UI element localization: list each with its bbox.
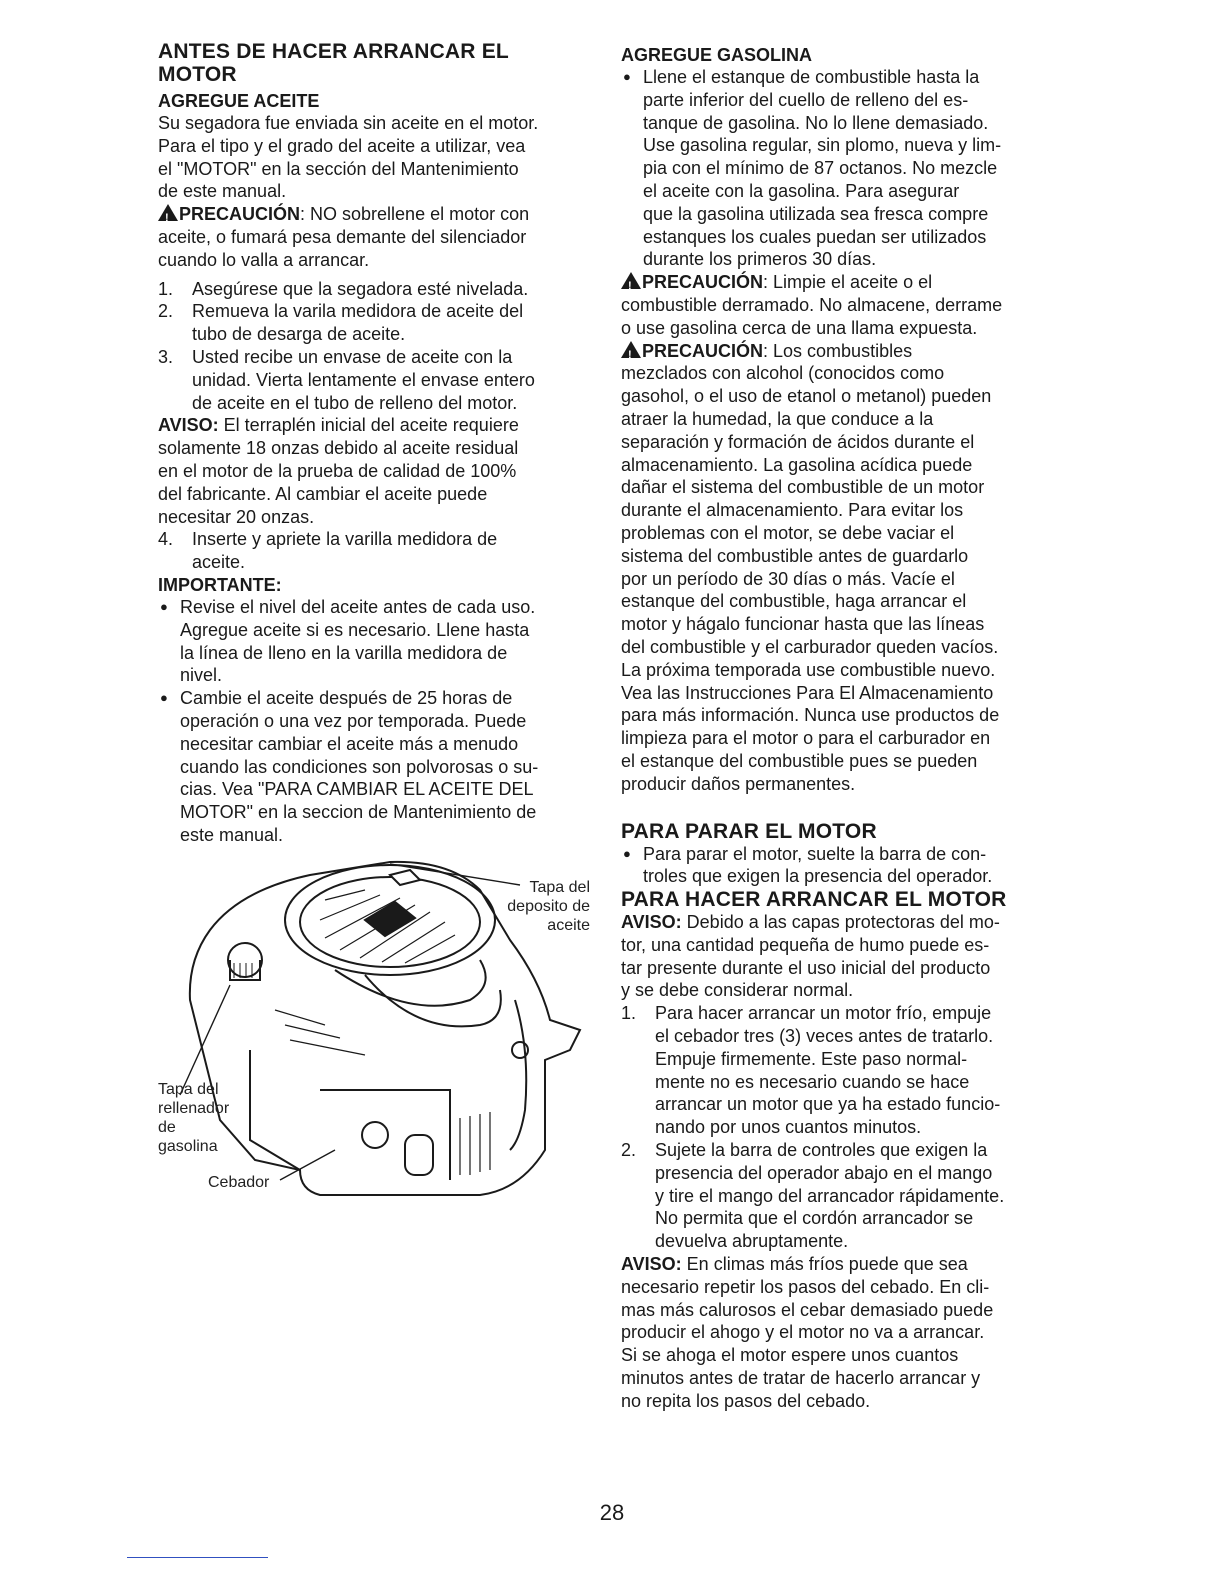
section-heading-before-start: ANTES DE HACER ARRANCAR EL MOTOR xyxy=(158,40,509,86)
warning-triangle-icon xyxy=(621,341,641,358)
oil-steps-list xyxy=(158,278,594,415)
caution-spilled-fuel: !PRECAUCIÓN: Limpie el aceite o el combustible derramado. No almacene, derrame o use gasolina cerca de una llama expuesta. xyxy=(621,271,1057,339)
left-column xyxy=(158,40,594,847)
section-heading-start-engine: PARA HACER ARRANCAR EL MOTOR xyxy=(621,888,1007,912)
engine-illustration xyxy=(150,850,600,1210)
label-oil-fill-cap: Tapa del deposito de aceite xyxy=(507,879,590,934)
subheading-add-oil: AGREGUE ACEITE xyxy=(158,91,320,111)
warning-triangle-icon xyxy=(158,204,178,221)
list-item: 1. Asegúrese que la segadora esté nivelada. xyxy=(158,278,529,299)
list-item: ● Cambie el aceite después de 25 horas de operación o una vez por temporada. Puede necesitar cambiar el aceite más a menudo cuando las condiciones son polvorosas o su- cias. Vea "PARA CAMBIAR EL ACEITE DEL MOTOR" en la seccion de Mantenimiento de este manual. xyxy=(160,688,539,845)
label-fuel-fill-cap: Tapa del rellenador de gasolina xyxy=(158,1081,230,1155)
list-item: 4. Inserte y apriete la varilla medidora de aceite. xyxy=(158,529,498,573)
caution-oil-overfill: !PRECAUCIÓN: NO sobrellene el motor con aceite, o fumará pesa demante del silenciador cuando lo valla a arrancar. xyxy=(158,203,594,271)
section-heading-stop-engine: PARA PARAR EL MOTOR xyxy=(621,819,877,843)
important-label: IMPORTANTE: xyxy=(158,574,282,595)
list-item: ● Llene el estanque de combustible hasta la parte inferior del cuello de relleno del es- tanque de gasolina. No lo llene demasiado. Use gasolina regular, sin plomo, nueva y lim- pia con el mínimo de 87 octanos. No mezcle el aceite con la gasolina. Para asegurar que la gasolina utilizada sea fresca compre estanques los cuales puedan ser utilizados durante los primeros 30 días. xyxy=(623,67,1002,270)
warning-triangle-icon xyxy=(621,272,641,289)
oil-intro-paragraph: Su segadora fue enviada sin aceite en el motor. Para el tipo y el grado del aceite a utilizar, vea el "MOTOR" en la sección del Mantenimiento de este manual. xyxy=(158,113,539,202)
right-column xyxy=(621,40,1057,1413)
list-item: ● Para parar el motor, suelte la barra de con- troles que exigen la presencia del operador. xyxy=(623,843,993,887)
list-item: ● Revise el nivel del aceite antes de cada uso. Agregue aceite si es necesario. Llene hasta la línea de lleno en la varilla medidora de nivel. xyxy=(160,596,536,686)
notice-cold-weather: AVISO: En climas más fríos puede que sea necesario repetir los pasos del cebado. En cli- mas más calurosos el cebar demasiado puede producir el ahogo y el motor no va a arrancar. Si se ahoga el motor espere unos cuantos minutos antes de tratar de hacerlo arrancar y no repita los pasos del cebado. xyxy=(621,1254,994,1411)
subheading-add-gas: AGREGUE GASOLINA xyxy=(621,45,813,65)
label-primer: Cebador xyxy=(208,1174,270,1191)
notice-oil-fill: AVISO: El terraplén inicial del aceite requiere solamente 18 onzas debido al aceite residual en el motor de la prueba de calidad de 100% del fabricante. Al cambiar el aceite puede necesitar 20 onzas. xyxy=(158,415,519,527)
list-item: 3. Usted recibe un envase de aceite con la unidad. Vierta lentamente el envase entero de aceite en el tubo de relleno del motor. xyxy=(158,346,535,413)
footer-rule xyxy=(127,1557,268,1558)
page-number: 28 xyxy=(599,1500,625,1525)
list-item: 1. Para hacer arrancar un motor frío, empuje el cebador tres (3) veces antes de tratarlo. Empuje firmemente. Este paso normal- mente no es necesario cuando se hace arrancar un motor que ya ha estado funcio- nando por unos cuantos minutos. xyxy=(621,1003,1001,1138)
notice-initial-smoke: AVISO: Debido a las capas protectoras del mo- tor, una cantidad pequeña de humo puede es- tar presente durante el uso inicial del producto y se debe considerar normal. xyxy=(621,912,1000,1001)
list-item: 2. Sujete la barra de controles que exigen la presencia del operador abajo en el mango y tire el mango del arrancador rápidamente. No permita que el cordón arrancador se devuelva abruptamente. xyxy=(621,1140,1005,1252)
list-item: 2. Remueva la varila medidora de aceite del tubo de desarga de aceite. xyxy=(158,301,524,345)
caution-alcohol-fuels: !PRECAUCIÓN: Los combustibles mezclados con alcohol (conocidos como gasohol, o el uso de etanol o metanol) pueden atraer la humedad, la que conduce a la separación y formación de ácidos durante el almacenamiento. La gasolina acídica puede dañar el sistema del combustible de un motor durante el almacenamiento. Para evitar los problemas con el motor, se debe vaciar el sistema del combustible antes de guardarlo por un período de 30 días o más. Vacíe el estanque del combustible, haga arrancar el motor y hágalo funcionar hasta que las líneas del combustible y el carburador queden vacíos. La próxima temporada use combustible nuevo. Vea las Instrucciones Para El Almacenamiento para más información. Nunca use productos de limpieza para el motor o para el carburador en el estanque del combustible pues se pueden producir daños permanentes. xyxy=(621,340,1057,796)
